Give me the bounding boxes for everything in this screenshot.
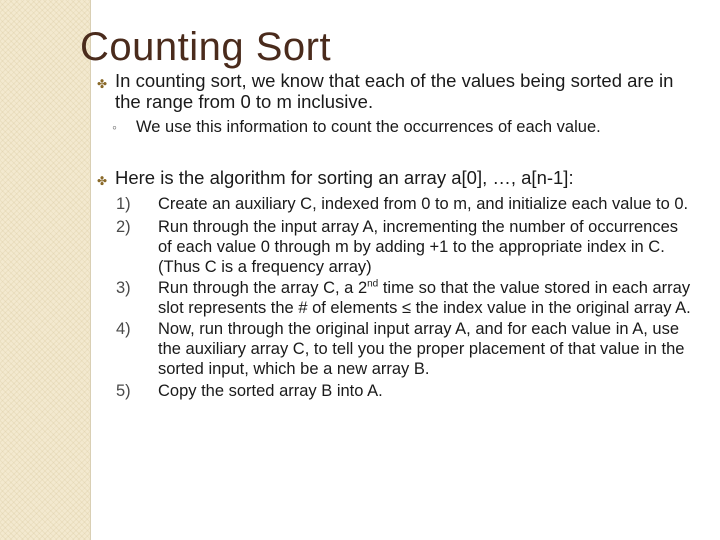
bullet-2-text: Here is the algorithm for sorting an array a[0], …, a[n-1]: — [115, 167, 574, 188]
step-number: 5) — [116, 382, 131, 400]
side-divider — [90, 0, 91, 540]
flourish-bullet-icon: ✤ — [97, 174, 108, 188]
bullet-1-text: In counting sort, we know that each of the values being sorted are in the range from 0 to m inclusive. — [115, 70, 674, 112]
bullet-2 — [97, 167, 697, 188]
step-number: 4) — [116, 320, 131, 338]
step-number: 3) — [116, 279, 131, 297]
step-text: Run through the array C, a 2nd time so that the value stored in each array slot represents the # of elements ≤ the index value in the original array A. — [158, 278, 691, 317]
algorithm-steps — [112, 194, 692, 401]
step-4 — [112, 319, 692, 379]
decorative-side-strip — [0, 0, 90, 540]
step-number: 2) — [116, 218, 131, 236]
step-2 — [112, 217, 692, 277]
flourish-bullet-icon: ✤ — [97, 77, 108, 91]
bullet-1 — [97, 70, 697, 112]
step-5 — [112, 381, 692, 401]
slide-title: Counting Sort — [80, 25, 332, 69]
subbullet-1-text: We use this information to count the occurrences of each value. — [136, 118, 601, 136]
step-text: Run through the input array A, incrementing the number of occurrences of each value 0 through m by adding +1 to the appropriate index in C. (Thus C is a frequency array) — [158, 218, 679, 276]
step-3 — [112, 278, 692, 318]
circle-bullet-icon: ◦ — [112, 119, 117, 135]
step-number: 1) — [116, 195, 131, 213]
step-text: Create an auxiliary C, indexed from 0 to m, and initialize each value to 0. — [158, 195, 689, 213]
subbullet-1 — [112, 117, 712, 137]
step-1 — [112, 194, 692, 214]
step-text: Now, run through the original input array A, and for each value in A, use the auxiliary array C, to tell you the proper placement of that value in the sorted input, which be a new array B. — [158, 320, 685, 378]
step-text: Copy the sorted array B into A. — [158, 382, 383, 400]
